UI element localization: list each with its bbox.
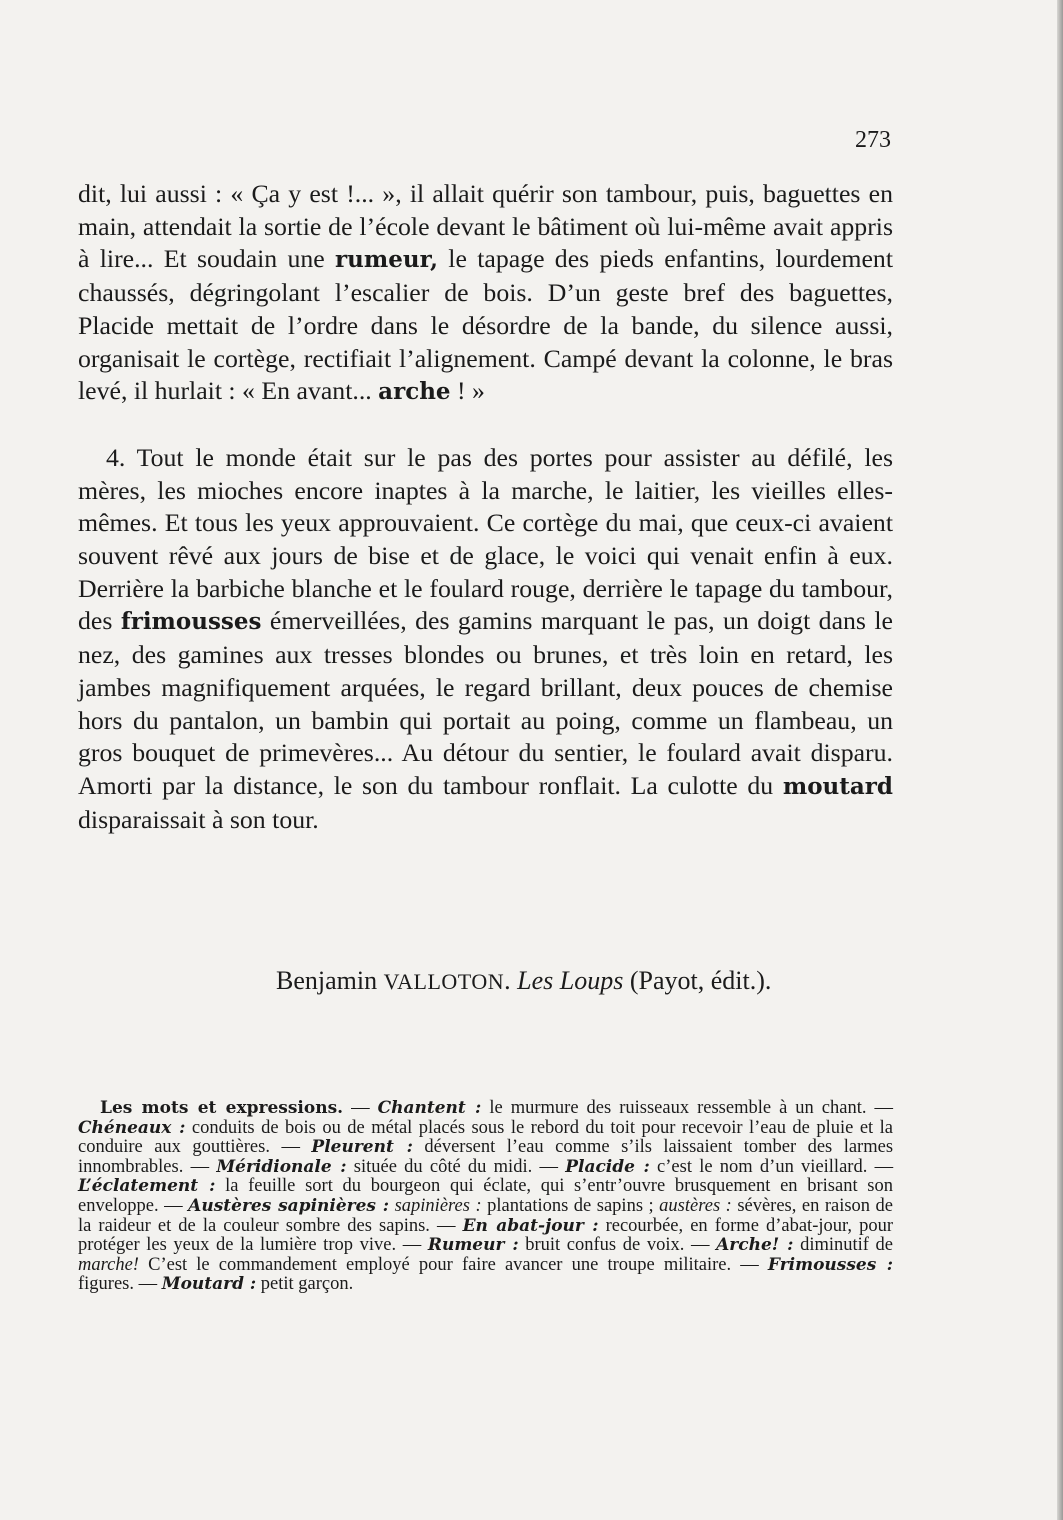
glossary-def: diminutif de — [800, 1235, 894, 1256]
dash: — — [134, 1274, 162, 1295]
bold-word-frimousses: frimousses — [120, 608, 262, 636]
glossary-def: située du côté du midi. — [353, 1156, 533, 1177]
glossary-term: Pleurent : — [311, 1137, 413, 1158]
glossary-def: bruit confus de voix. — [525, 1235, 685, 1256]
glossary-def: le murmure des ruisseaux ressemble à un chant. — [489, 1098, 867, 1118]
glossary-def: conduits de bois ou de métal placés sous le rebord du toit pour recevoir l’eau de pluie et la conduire aux gouttières. — [78, 1117, 894, 1158]
dash: — — [866, 1098, 894, 1118]
text-span: ! » — [450, 376, 485, 406]
glossary-def: la feuille sort du bourgeon qui éclate, qui s’entr’ouvre brusquement en brisant son enveloppe. — [78, 1176, 893, 1216]
glossary-term: Placide : — [565, 1156, 650, 1177]
glossary-heading: Les mots et expressions. — [100, 1098, 344, 1118]
text-span: le tapage des pieds enfantins, lourdement chaussés, dégringolant l’escalier de bois. D’un geste bref des baguettes, Placide mettait de l’ordre dans le désordre de la bande, du silence aussi, organisait le cortège, rectifiait l’alignement. Campé devant la colonne, le bras levé, il hurlait : « En avant... — [78, 244, 893, 406]
dash: — — [269, 1137, 312, 1158]
text-span: dit, lui aussi : « Ça y est !... », il allait quérir son tambour, puis, baguettes en main, attendait la sortie de l’école devant le bâtiment où lui-même avait appris à lire... Et soudain une — [78, 179, 893, 274]
glossary-term: Moutard : — [161, 1274, 257, 1295]
glossary-subterm: austères : — [659, 1195, 732, 1216]
glossary-def: déversent l’eau comme s’ils laissaient tomber des larmes innombrables. — [78, 1137, 894, 1177]
publisher: (Payot, édit.). — [623, 966, 772, 995]
dash: — — [684, 1235, 717, 1256]
dash: — — [158, 1195, 189, 1216]
work-title: Les Loups — [517, 966, 624, 995]
glossary-term: Austères sapinières : — [188, 1195, 390, 1216]
glossary-paragraph — [78, 1099, 893, 1295]
dash: — — [867, 1156, 894, 1177]
attribution — [276, 966, 771, 996]
glossary-term: Méridionale : — [216, 1156, 347, 1177]
glossary-def: C’est le commandement employé pour faire avancer une troupe militaire. — [138, 1254, 732, 1275]
dash: — — [343, 1098, 378, 1118]
glossary-term: Chéneaux : — [78, 1117, 186, 1138]
glossary-subterm: marche! — [78, 1254, 139, 1275]
paragraph-1 — [78, 178, 893, 409]
page-edge-shadow — [1057, 0, 1063, 1520]
dash: — — [532, 1156, 566, 1177]
text-span: disparaissait à son tour. — [78, 804, 319, 834]
bold-word-moutard: moutard — [782, 772, 893, 800]
text-span: émerveillées, des gamins marquant le pas, un doigt dans le nez, des gamines aux tresses blondes ou brunes, et très loin en retard, les jambes magnifiquement arquées, le regard brillant, deux pouces de chemise hors du pantalon, un bambin qui portait au poing, comme un flambeau, un gros bouquet de primevères... Au détour du sentier, le foulard avait disparu. Amorti par la distance, le son du tambour ronflait. La culotte du — [78, 606, 893, 800]
glossary-term: Arche! : — [716, 1235, 794, 1256]
dash: — — [183, 1156, 217, 1177]
glossary-term: Chantent : — [377, 1098, 482, 1118]
dash: — — [396, 1235, 428, 1256]
author-last-name: VALLOTON — [383, 969, 505, 994]
page-number: 273 — [855, 127, 891, 153]
main-text — [78, 178, 893, 836]
glossary-def: c’est le nom d’un vieillard. — [657, 1156, 868, 1177]
glossary-def: recourbée, en forme d’abat-jour, pour protéger les yeux de la lumière trop vive. — [78, 1215, 894, 1256]
separator: . — [504, 966, 518, 995]
bold-word-arche: arche — [378, 378, 451, 406]
glossary-term: Rumeur : — [427, 1235, 519, 1256]
glossary-term: En abat-jour : — [462, 1215, 599, 1236]
dash: — — [731, 1254, 768, 1275]
author-first-name: Benjamin — [276, 966, 384, 995]
glossary-subterm: sapinières : — [394, 1195, 482, 1216]
bold-word-rumeur: rumeur, — [335, 246, 439, 274]
glossary-term: L’éclatement : — [78, 1176, 216, 1197]
paragraph-2 — [78, 442, 893, 836]
glossary-term: Frimousses : — [767, 1254, 894, 1275]
dash: — — [429, 1215, 463, 1236]
text-span: 4. Tout le monde était sur le pas des portes pour assister au défilé, les mères, les mioches encore inaptes à la marche, le laitier, les vieilles elles-mêmes. Et tous les yeux approuvaient. Ce cortège du mai, que ceux-ci avaient souvent rêvé aux jours de bise et de glace, le voici qui venait enfin à eux. Derrière la barbiche blanche et le foulard rouge, derrière le tapage du tambour, des — [78, 442, 893, 636]
glossary-def: petit garçon. — [260, 1274, 354, 1295]
glossary-def: sévères, en raison de la raideur et de la couleur sombre des sapins. — [78, 1195, 894, 1236]
glossary-def: plantations de sapins ; — [481, 1195, 660, 1216]
glossary-def: figures. — [78, 1274, 134, 1295]
glossary — [78, 1099, 893, 1295]
